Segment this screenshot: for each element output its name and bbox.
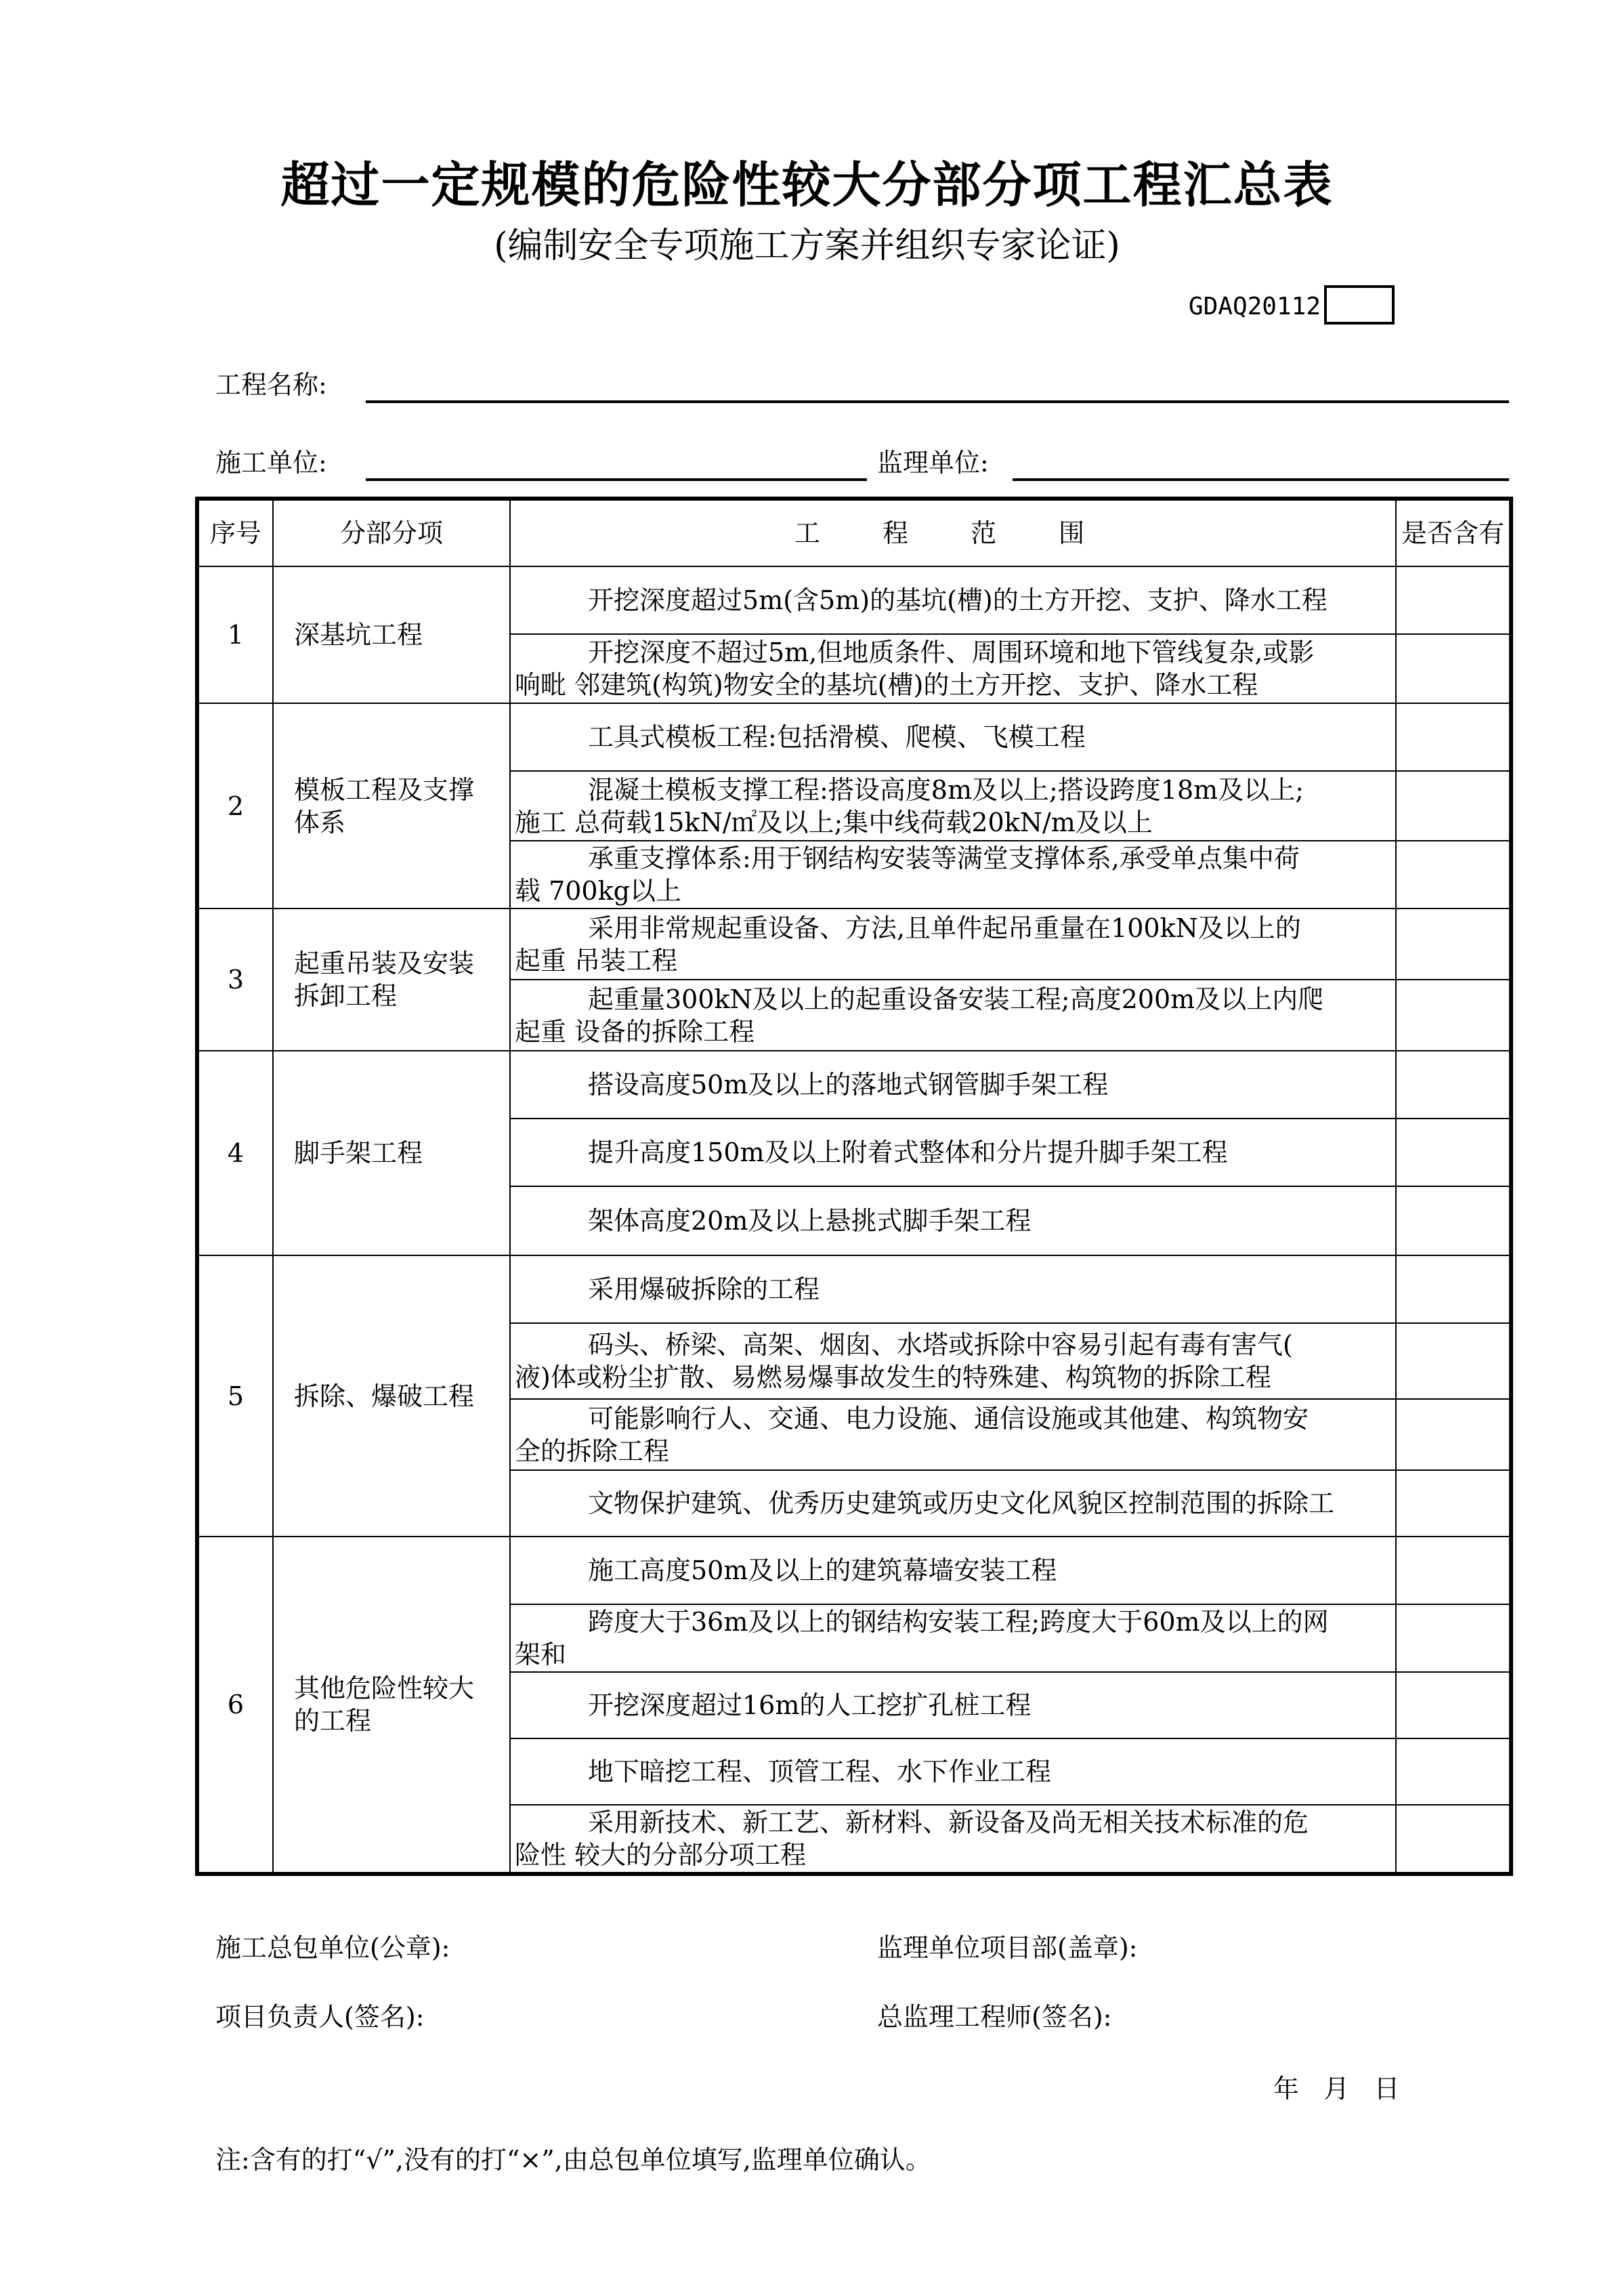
scope-text-line: 架体高度20m及以上悬挑式脚手架工程 [588, 1206, 1032, 1236]
scope-cell [510, 1119, 1396, 1186]
category-name: 深基坑工程 [273, 566, 510, 703]
scope-cell [510, 841, 1396, 909]
date-label: 年 月 日 [1273, 2074, 1400, 2104]
row-number: 1 [197, 566, 273, 703]
category-name: 起重吊装及安装拆卸工程 [273, 909, 510, 1051]
scope-cell [510, 1805, 1396, 1874]
scope-text-line: 起重 吊装工程 [515, 945, 678, 976]
table-row [197, 1051, 1511, 1119]
scope-text-line: 文物保护建筑、优秀历史建筑或历史文化风貌区控制范围的拆除工 [588, 1488, 1335, 1518]
scope-text-line: 开挖深度超过16m的人工挖扩孔桩工程 [588, 1690, 1032, 1720]
included-check-cell[interactable] [1396, 1186, 1511, 1255]
scope-text-line: 载 700kg以上 [515, 876, 681, 906]
row-number: 5 [197, 1255, 273, 1537]
scope-cell [510, 1738, 1396, 1805]
included-check-cell[interactable] [1396, 841, 1511, 909]
scope-cell [510, 703, 1396, 771]
scope-text-line: 可能影响行人、交通、电力设施、通信设施或其他建、构筑物安 [588, 1403, 1309, 1434]
project-name-field[interactable] [366, 400, 1509, 403]
scope-cell [510, 1604, 1396, 1672]
scope-text-line: 开挖深度不超过5m,但地质条件、周围环境和地下管线复杂,或影 [588, 638, 1315, 667]
included-check-cell[interactable] [1396, 703, 1511, 771]
scope-cell [510, 1672, 1396, 1738]
table-row [197, 703, 1511, 771]
scope-cell [510, 1051, 1396, 1119]
included-check-cell[interactable] [1396, 1323, 1511, 1399]
row-number: 4 [197, 1051, 273, 1255]
supervision-seal-label: 监理单位项目部(盖章): [877, 1933, 1138, 1963]
scope-cell [510, 566, 1396, 634]
scope-text-line: 起重 设备的拆除工程 [515, 1016, 755, 1047]
scope-cell [510, 980, 1396, 1051]
scope-text-line: 承重支撑体系:用于钢结构安装等满堂支撑体系,承受单点集中荷 [588, 843, 1300, 873]
included-check-cell[interactable] [1396, 1537, 1511, 1604]
scope-text-line: 开挖深度超过5m(含5m)的基坑(槽)的土方开挖、支护、降水工程 [588, 585, 1328, 615]
project-manager-label: 项目负责人(签名): [215, 2002, 425, 2032]
scope-text-line: 混凝土模板支撑工程:搭设高度8m及以上;搭设跨度18m及以上; [588, 774, 1304, 805]
scope-text-line: 施工 总荷载15kN/㎡及以上;集中线荷载20kN/m及以上 [515, 807, 1153, 837]
scope-text-line: 架和 [515, 1640, 567, 1669]
category-name: 其他危险性较大的工程 [273, 1537, 510, 1874]
note-text: 注:含有的打“√”,没有的打“×”,由总包单位填写,监理单位确认。 [215, 2145, 931, 2175]
included-check-cell[interactable] [1396, 909, 1511, 980]
row-number: 3 [197, 909, 273, 1051]
scope-cell [510, 1537, 1396, 1604]
form-code-suffix-box[interactable] [1324, 285, 1395, 325]
supervision-unit-label: 监理单位: [877, 448, 989, 478]
supervision-unit-field[interactable] [1013, 478, 1509, 481]
included-check-cell[interactable] [1396, 771, 1511, 841]
included-check-cell[interactable] [1396, 1738, 1511, 1805]
header-included: 是否含有 [1396, 499, 1511, 566]
scope-text-line: 液)体或粉尘扩散、易燃易爆事故发生的特殊建、构筑物的拆除工程 [515, 1362, 1271, 1392]
scope-text-line: 跨度大于36m及以上的钢结构安装工程;跨度大于60m及以上的网 [588, 1607, 1329, 1637]
construction-unit-label: 施工单位: [215, 448, 327, 478]
included-check-cell[interactable] [1396, 980, 1511, 1051]
included-check-cell[interactable] [1396, 1805, 1511, 1874]
included-check-cell[interactable] [1396, 566, 1511, 634]
category-name: 脚手架工程 [273, 1051, 510, 1255]
form-code: GDAQ20112 [1188, 293, 1321, 320]
included-check-cell[interactable] [1396, 634, 1511, 703]
header-category: 分部分项 [273, 499, 510, 566]
table-row [197, 1255, 1511, 1323]
scope-cell [510, 1323, 1396, 1399]
hazard-summary-table [195, 497, 1513, 1876]
scope-text-line: 码头、桥梁、高架、烟囱、水塔或拆除中容易引起有毒有害气( [588, 1330, 1293, 1360]
scope-text-line: 工具式模板工程:包括滑模、爬模、飞模工程 [588, 722, 1086, 752]
contractor-seal-label: 施工总包单位(公章): [215, 1933, 450, 1963]
scope-text-line: 搭设高度50m及以上的落地式钢管脚手架工程 [588, 1070, 1109, 1100]
scope-text-line: 起重量300kN及以上的起重设备安装工程;高度200m及以上内爬 [588, 984, 1324, 1014]
page-title: 超过一定规模的危险性较大分部分项工程汇总表 [280, 156, 1334, 213]
scope-text-line: 全的拆除工程 [515, 1436, 670, 1466]
included-check-cell[interactable] [1396, 1255, 1511, 1323]
construction-unit-field[interactable] [366, 478, 867, 481]
table-row [197, 566, 1511, 634]
included-check-cell[interactable] [1396, 1604, 1511, 1672]
scope-text-line: 响毗 邻建筑(构筑)物安全的基坑(槽)的土方开挖、支护、降水工程 [515, 670, 1258, 700]
included-check-cell[interactable] [1396, 1470, 1511, 1537]
included-check-cell[interactable] [1396, 1119, 1511, 1186]
scope-cell [510, 1186, 1396, 1255]
scope-text-line: 施工高度50m及以上的建筑幕墙安装工程 [588, 1556, 1057, 1585]
scope-cell [510, 909, 1396, 980]
scope-text-line: 地下暗挖工程、顶管工程、水下作业工程 [588, 1757, 1052, 1787]
row-number: 2 [197, 703, 273, 909]
included-check-cell[interactable] [1396, 1399, 1511, 1470]
scope-text-line: 提升高度150m及以上附着式整体和分片提升脚手架工程 [588, 1137, 1228, 1167]
scope-cell [510, 771, 1396, 841]
category-name: 模板工程及支撑体系 [273, 703, 510, 909]
scope-cell [510, 1399, 1396, 1470]
project-name-label: 工程名称: [215, 370, 327, 400]
scope-cell [510, 1255, 1396, 1323]
row-number: 6 [197, 1537, 273, 1874]
table-header-row [197, 499, 1511, 566]
scope-cell [510, 634, 1396, 703]
chief-supervisor-label: 总监理工程师(签名): [877, 2002, 1112, 2032]
included-check-cell[interactable] [1396, 1051, 1511, 1119]
scope-cell [510, 1470, 1396, 1537]
category-name: 拆除、爆破工程 [273, 1255, 510, 1537]
header-scope: 工 程 范 围 [510, 499, 1396, 566]
scope-text-line: 采用非常规起重设备、方法,且单件起吊重量在100kN及以上的 [588, 913, 1301, 943]
scope-text-line: 采用新技术、新工艺、新材料、新设备及尚无相关技术标准的危 [588, 1808, 1309, 1837]
scope-text-line: 险性 较大的分部分项工程 [515, 1840, 807, 1870]
header-no: 序号 [197, 499, 273, 566]
scope-text-line: 采用爆破拆除的工程 [588, 1274, 820, 1304]
page-subtitle: (编制安全专项施工方案并组织专家论证) [494, 226, 1120, 266]
included-check-cell[interactable] [1396, 1672, 1511, 1738]
table-row [197, 1537, 1511, 1604]
table-body [197, 566, 1511, 1874]
table-row [197, 909, 1511, 980]
